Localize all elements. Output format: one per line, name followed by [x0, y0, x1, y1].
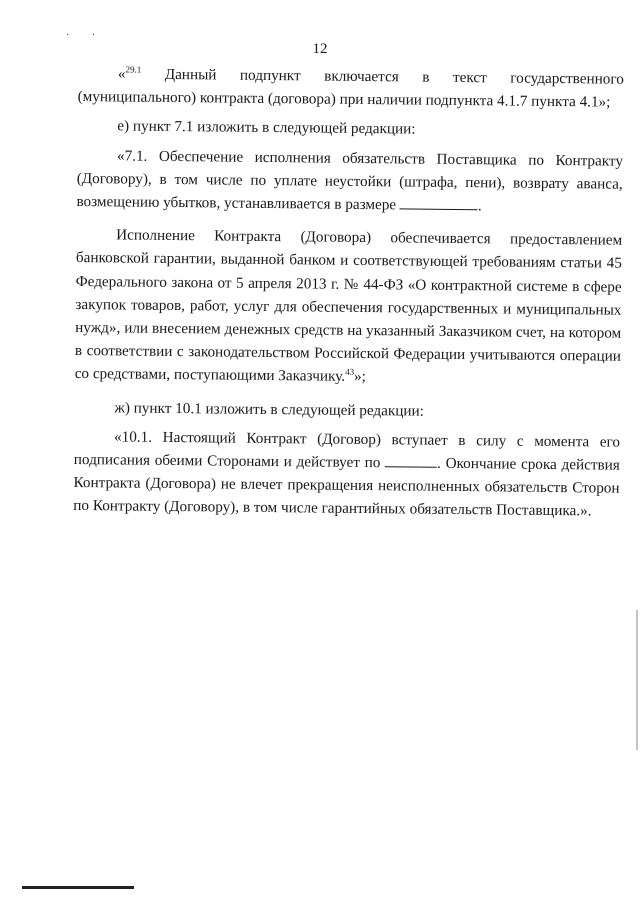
document-body [73, 62, 624, 531]
scan-dots: · · [66, 30, 106, 41]
paragraph-item-zh: ж) пункт 10.1 изложить в следующей редакции: [114, 399, 424, 420]
scan-edge-mark [636, 610, 638, 750]
page-number: 12 [312, 41, 328, 57]
paragraph-clause-7-1 [76, 144, 623, 219]
blank-amount-field [400, 196, 478, 210]
paragraph-text: Исполнение Контракта (Договора) обеспечивается предоставлением банковской гарантии, выданной банком и соответствующей требованиям статьи 45 Федерального закона от 5 апреля 2013 г. № 44-ФЗ «О контрактной системе в сфере закупок товаров, работ, услуг для обеспечения государственных и муниципальных нужд», или внесением денежных средств на указанный Заказчиком счет, на котором в соответствии с законодательством Российской Федерации учитываются операции со средствами, поступающими Заказчику. [74, 226, 623, 386]
paragraph-text: «7.1. Обеспечение исполнения обязательств Поставщика по Контракту (Договору), в том числе по уплате неустойки (штрафа, пени), возврату аванса, возмещению убытков, устанавливается в размере [76, 147, 624, 214]
footnote-ref-43: 43 [345, 367, 355, 378]
footnote-ref-29-1: 29.1 [125, 64, 142, 75]
paragraph-text: Данный подпункт включается в текст государственного (муниципального) контракта (договора) при наличии подпункта 4.1.7 пункта 4.1»; [77, 65, 624, 111]
paragraph-text-end: . Окончание срока действия Контракта (Договора) не влечет прекращения неисполненных обязательств Сторон по Контракту (Договору), в том числе гарантийных обязательств Поставщика.». [73, 454, 620, 520]
paragraph-end: . [477, 197, 482, 215]
paragraph-guarantee [75, 223, 623, 391]
paragraph-clause-10-1 [73, 425, 620, 524]
open-quote: « [117, 65, 126, 83]
paragraph-text: «10.1. Настоящий Контракт (Договор) вступает в силу с момента его подписания обеими Сторонами и действует по [73, 428, 621, 472]
paragraph-item-e: е) пункт 7.1 изложить в следующей редакции: [117, 117, 416, 138]
paragraph-end: »; [353, 368, 366, 386]
blank-date-field [385, 454, 437, 468]
paragraph-footnote-29-1 [78, 62, 624, 114]
scan-bottom-bar [22, 886, 134, 889]
